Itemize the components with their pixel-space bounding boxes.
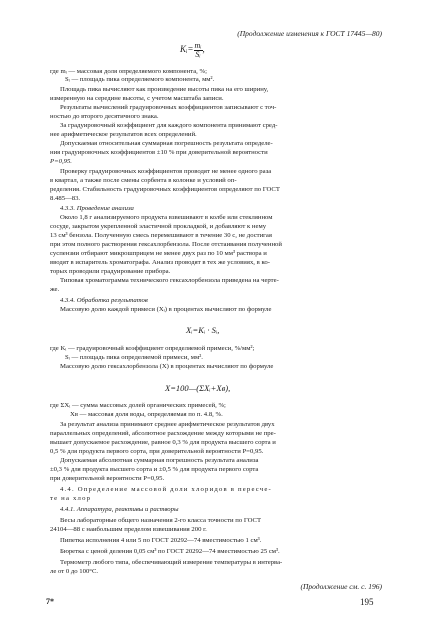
text-line: Допускаемая абсолютная суммарная погрешность результата анализа — [60, 457, 259, 464]
section-heading: 4.4. Определение массовой доли хлоридов в пересче- — [60, 486, 272, 493]
text-line: 8.485—83. — [50, 195, 81, 202]
text-line: ±0,3 % для продукта высшего сорта и ±0,5 % для продукта первого сорта — [50, 466, 259, 473]
text-line: ле от 0 до 100°С. — [50, 568, 99, 575]
text-line: вводят в испаритель хроматографа. Анализ проводят в тех же условиях, в ко- — [50, 259, 270, 266]
text-line: 0,5 % для продукта первого сорта, при доверительной вероятности P=0,95. — [50, 448, 264, 455]
text-line: Площадь пика вычисляют как произведение высоты пика на его ширину, — [60, 86, 269, 93]
text-line: Весы лабораторные общего назначения 2-го класса точности по ГОСТ — [60, 517, 262, 524]
text-line: измеренную на середине высоты, с учетом масштаба записи. — [50, 95, 224, 102]
text-line: параллельных определений, абсолютное расхождение между которыми не пре- — [50, 430, 276, 437]
text-line: 24104—88 с наибольшим пределом взвешивания 200 г. — [50, 526, 207, 533]
definition-line: Xв — массовая доля воды, определяемая по п. 4.8, %. — [70, 411, 223, 418]
definition-line: где Kᵢ — градуировочный коэффициент определяемой примеси, %/мм²; — [50, 345, 255, 352]
formula-xi: Xᵢ=Kᵢ · Sᵢ, — [186, 325, 220, 335]
text-line: при доверительной вероятности P=0,95. — [50, 475, 165, 482]
page-number: 195 — [360, 597, 374, 607]
formula-x: X=100—(ΣXᵢ+Xв), — [165, 383, 231, 393]
text-line: ностью до второго десятичного знака. — [50, 113, 159, 120]
formula-k — [180, 42, 205, 59]
text-line: Проверку градуировочных коэффициентов проводят не менее одного раза — [60, 168, 272, 175]
text-line: суспензии отбирают микрошприцем не менее двух раз по 10 мм³ раствора и — [50, 250, 267, 257]
text-line: P=0,95. — [50, 158, 72, 165]
text-line: в квартал, а также после смены сорбента в колонке и условий оп- — [50, 177, 237, 184]
text-line: Типовая хроматограмма технического гексахлорбензола приведена на черте- — [60, 277, 279, 284]
section-heading: 4.3.4. Обработка результатов — [60, 297, 148, 304]
text-line: сосуде, закрытом укрепленной эластичной прокладкой, и добавляют к нему — [50, 223, 267, 230]
formula-k-numerator: mᵢ — [194, 41, 202, 50]
section-heading: 4.3.3. Проведение анализа — [60, 205, 134, 212]
text-line: 13 см³ бензола. Полученную смесь перемешивают в течение 30 с, не достигая — [50, 232, 272, 239]
text-line: Допускаемая относительная суммарная погрешность результата определе- — [60, 140, 273, 147]
formula-k-tail: , — [202, 44, 205, 55]
text-line: Массовую долю каждой примеси (Xᵢ) в процентах вычисляют по формуле — [60, 306, 272, 313]
formula-k-lhs: Kᵢ= — [180, 44, 194, 55]
text-line: же. — [50, 286, 60, 293]
text-line: вышает допускаемое расхождение, равное 0,3 % для продукта высшего сорта и — [50, 439, 276, 446]
continuation-note: (Продолжение см. с. 196) — [300, 582, 382, 591]
definition-line: Sᵢ — площадь пика определяемой примеси, мм². — [65, 354, 203, 361]
signature-mark: 7* — [46, 597, 54, 606]
text-line: Бюретка с ценой деления 0,05 см³ по ГОСТ 20292—74 вместимостью 25 см³. — [60, 548, 280, 555]
definition-line: где ΣXᵢ — сумма массовых долей органических примесей, %; — [50, 402, 226, 409]
text-line: Пипетка исполнения 4 или 5 по ГОСТ 20292—74 вместимостью 1 см³. — [60, 537, 262, 544]
text-line: Результаты вычислений градуировочных коэффициентов записывают с точ- — [60, 104, 277, 111]
text-line: ния градуировочных коэффициентов ±10 % при доверительной вероятности — [50, 149, 268, 156]
definition-line: Sᵢ — площадь пика определяемого компонента, мм². — [65, 76, 215, 83]
text-line: За результат анализа принимают среднее арифметическое результатов двух — [60, 421, 275, 428]
section-heading: 4.4.1. Аппаратура, реактивы и растворы — [60, 506, 179, 513]
formula-k-denominator: Sᵢ — [195, 50, 201, 59]
formula-k-fraction — [194, 42, 203, 59]
text-line: За градуировочный коэффициент для каждого компонента принимают сред- — [60, 122, 278, 129]
text-line: торых проводили градуирование прибора. — [50, 268, 171, 275]
text-line: Около 1,8 г анализируемого продукта взвешивают в колбе или стеклянном — [60, 214, 273, 221]
text-line: при этом полного растворения гексахлорбензола. После отстаивания полученной — [50, 241, 282, 248]
text-line: ределения. Стабильность градуировочных коэффициентов определяют по ГОСТ — [50, 186, 280, 193]
section-heading: те на хлор — [50, 495, 92, 502]
text-line: Массовую долю гексахлорбензола (X) в процентах вычисляют по формуле — [60, 363, 274, 370]
text-line: Термометр любого типа, обеспечивающий измерение температуры в интерва- — [60, 559, 283, 566]
text-line: нее арифметическое результатов всех определений. — [50, 131, 197, 138]
page-header: (Продолжение изменения к ГОСТ 17445—80) — [237, 29, 382, 38]
definition-line: где mᵢ — массовая доля определяемого компонента, %; — [50, 68, 207, 75]
